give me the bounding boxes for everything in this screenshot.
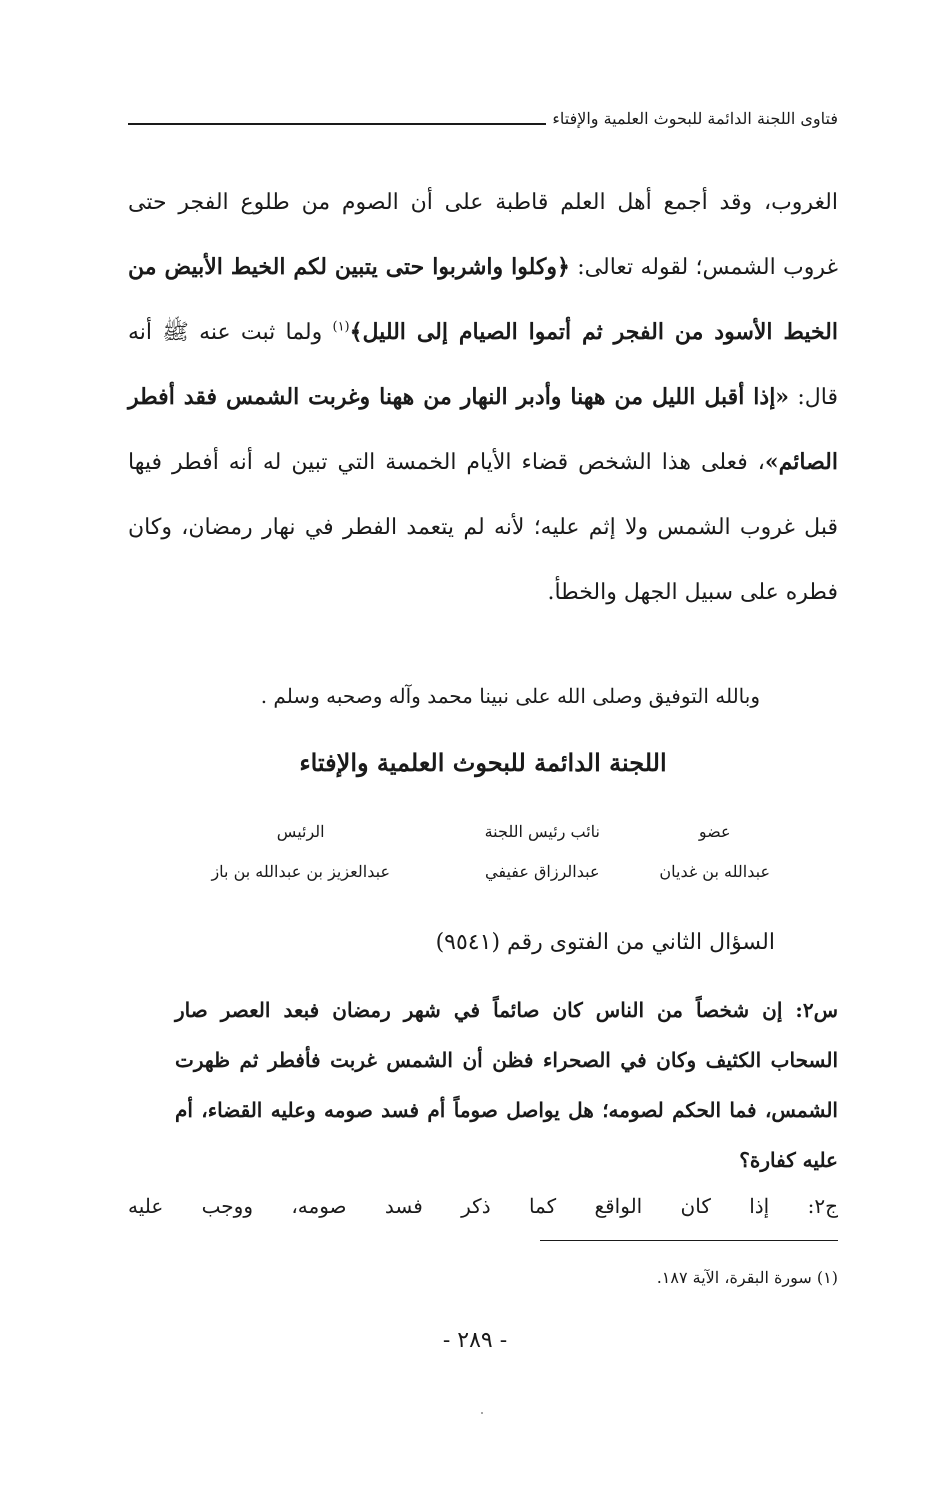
- question-text: س٢: إن شخصاً من الناس كان صائماً في شهر رمضان فبعد العصر صار السحاب الكثيف وكان في الصحراء فظن أن الشمس غربت فأفطر ثم ظهرت الشمس، فما الحكم لصومه؛ هل يواصل صوماً أم فسد صومه وعليه القضاء، أم عليه كفارة؟: [175, 998, 838, 1172]
- running-header: [128, 103, 838, 133]
- signature-member: [659, 812, 770, 892]
- scan-speck: [481, 1412, 483, 1414]
- header-title: فتاوى اللجنة الدائمة للبحوث العلمية والإفتاء: [552, 108, 838, 128]
- answer-text: ج٢: إذا كان الواقع كما ذكر فسد صومه، ووجب عليه: [128, 1194, 838, 1218]
- paragraph-text-1: الغروب، وقد أجمع أهل العلم قاطبة على أن الصوم من طلوع الفجر حتى غروب الشمس؛ لقوله تعالى:: [128, 190, 838, 280]
- quran-verse: ﴿وكلوا واشربوا حتى يتبين لكم الخيط الأبيض من الخيط الأسود من الفجر ثم أتموا الصيام إلى الليل﴾: [128, 254, 838, 345]
- fatwa-answer-paragraph: [128, 170, 838, 625]
- chair-name: عبدالعزيز بن عبدالله بن باز: [211, 862, 390, 881]
- footnote-rule: [540, 1240, 838, 1241]
- member-name: عبدالله بن غديان: [659, 862, 770, 881]
- deputy-role: نائب رئيس اللجنة: [484, 822, 600, 841]
- hadith-quote: «إذا أقبل الليل من ههنا وأدبر النهار من ههنا وغربت الشمس فقد أفطر الصائم»: [128, 384, 838, 475]
- closing-line: وبالله التوفيق وصلى الله على نبينا محمد وآله وصحبه وسلم .: [260, 684, 760, 708]
- member-role: عضو: [698, 822, 731, 841]
- footnote-text: (١) سورة البقرة، الآية ١٨٧.: [656, 1268, 838, 1287]
- signature-chair: [211, 812, 390, 892]
- page-number: - ٢٨٩ -: [442, 1328, 508, 1353]
- paragraph-text-3: ، فعلى هذا الشخص قضاء الأيام الخمسة التي تبين له أنه أفطر فيها قبل غروب الشمس ولا إثم عليه؛ لأنه لم يتعمد الفطر في نهار رمضان، وكان فطره على سبيل الجهل والخطأ.: [128, 450, 838, 605]
- question-label: السؤال الثاني من الفتوى رقم (٩٥٤١): [435, 930, 775, 955]
- header-rule: [128, 123, 546, 125]
- footnote-reference: (١): [332, 319, 350, 335]
- signature-deputy: [485, 812, 600, 892]
- committee-title: اللجنة الدائمة للبحوث العلمية والإفتاء: [299, 748, 667, 777]
- deputy-name: عبدالرزاق عفيفي: [485, 862, 600, 881]
- paragraph-text-2: ولما ثبت عنه ﷺ أنه قال:: [128, 320, 838, 410]
- chair-role: الرئيس: [276, 822, 325, 841]
